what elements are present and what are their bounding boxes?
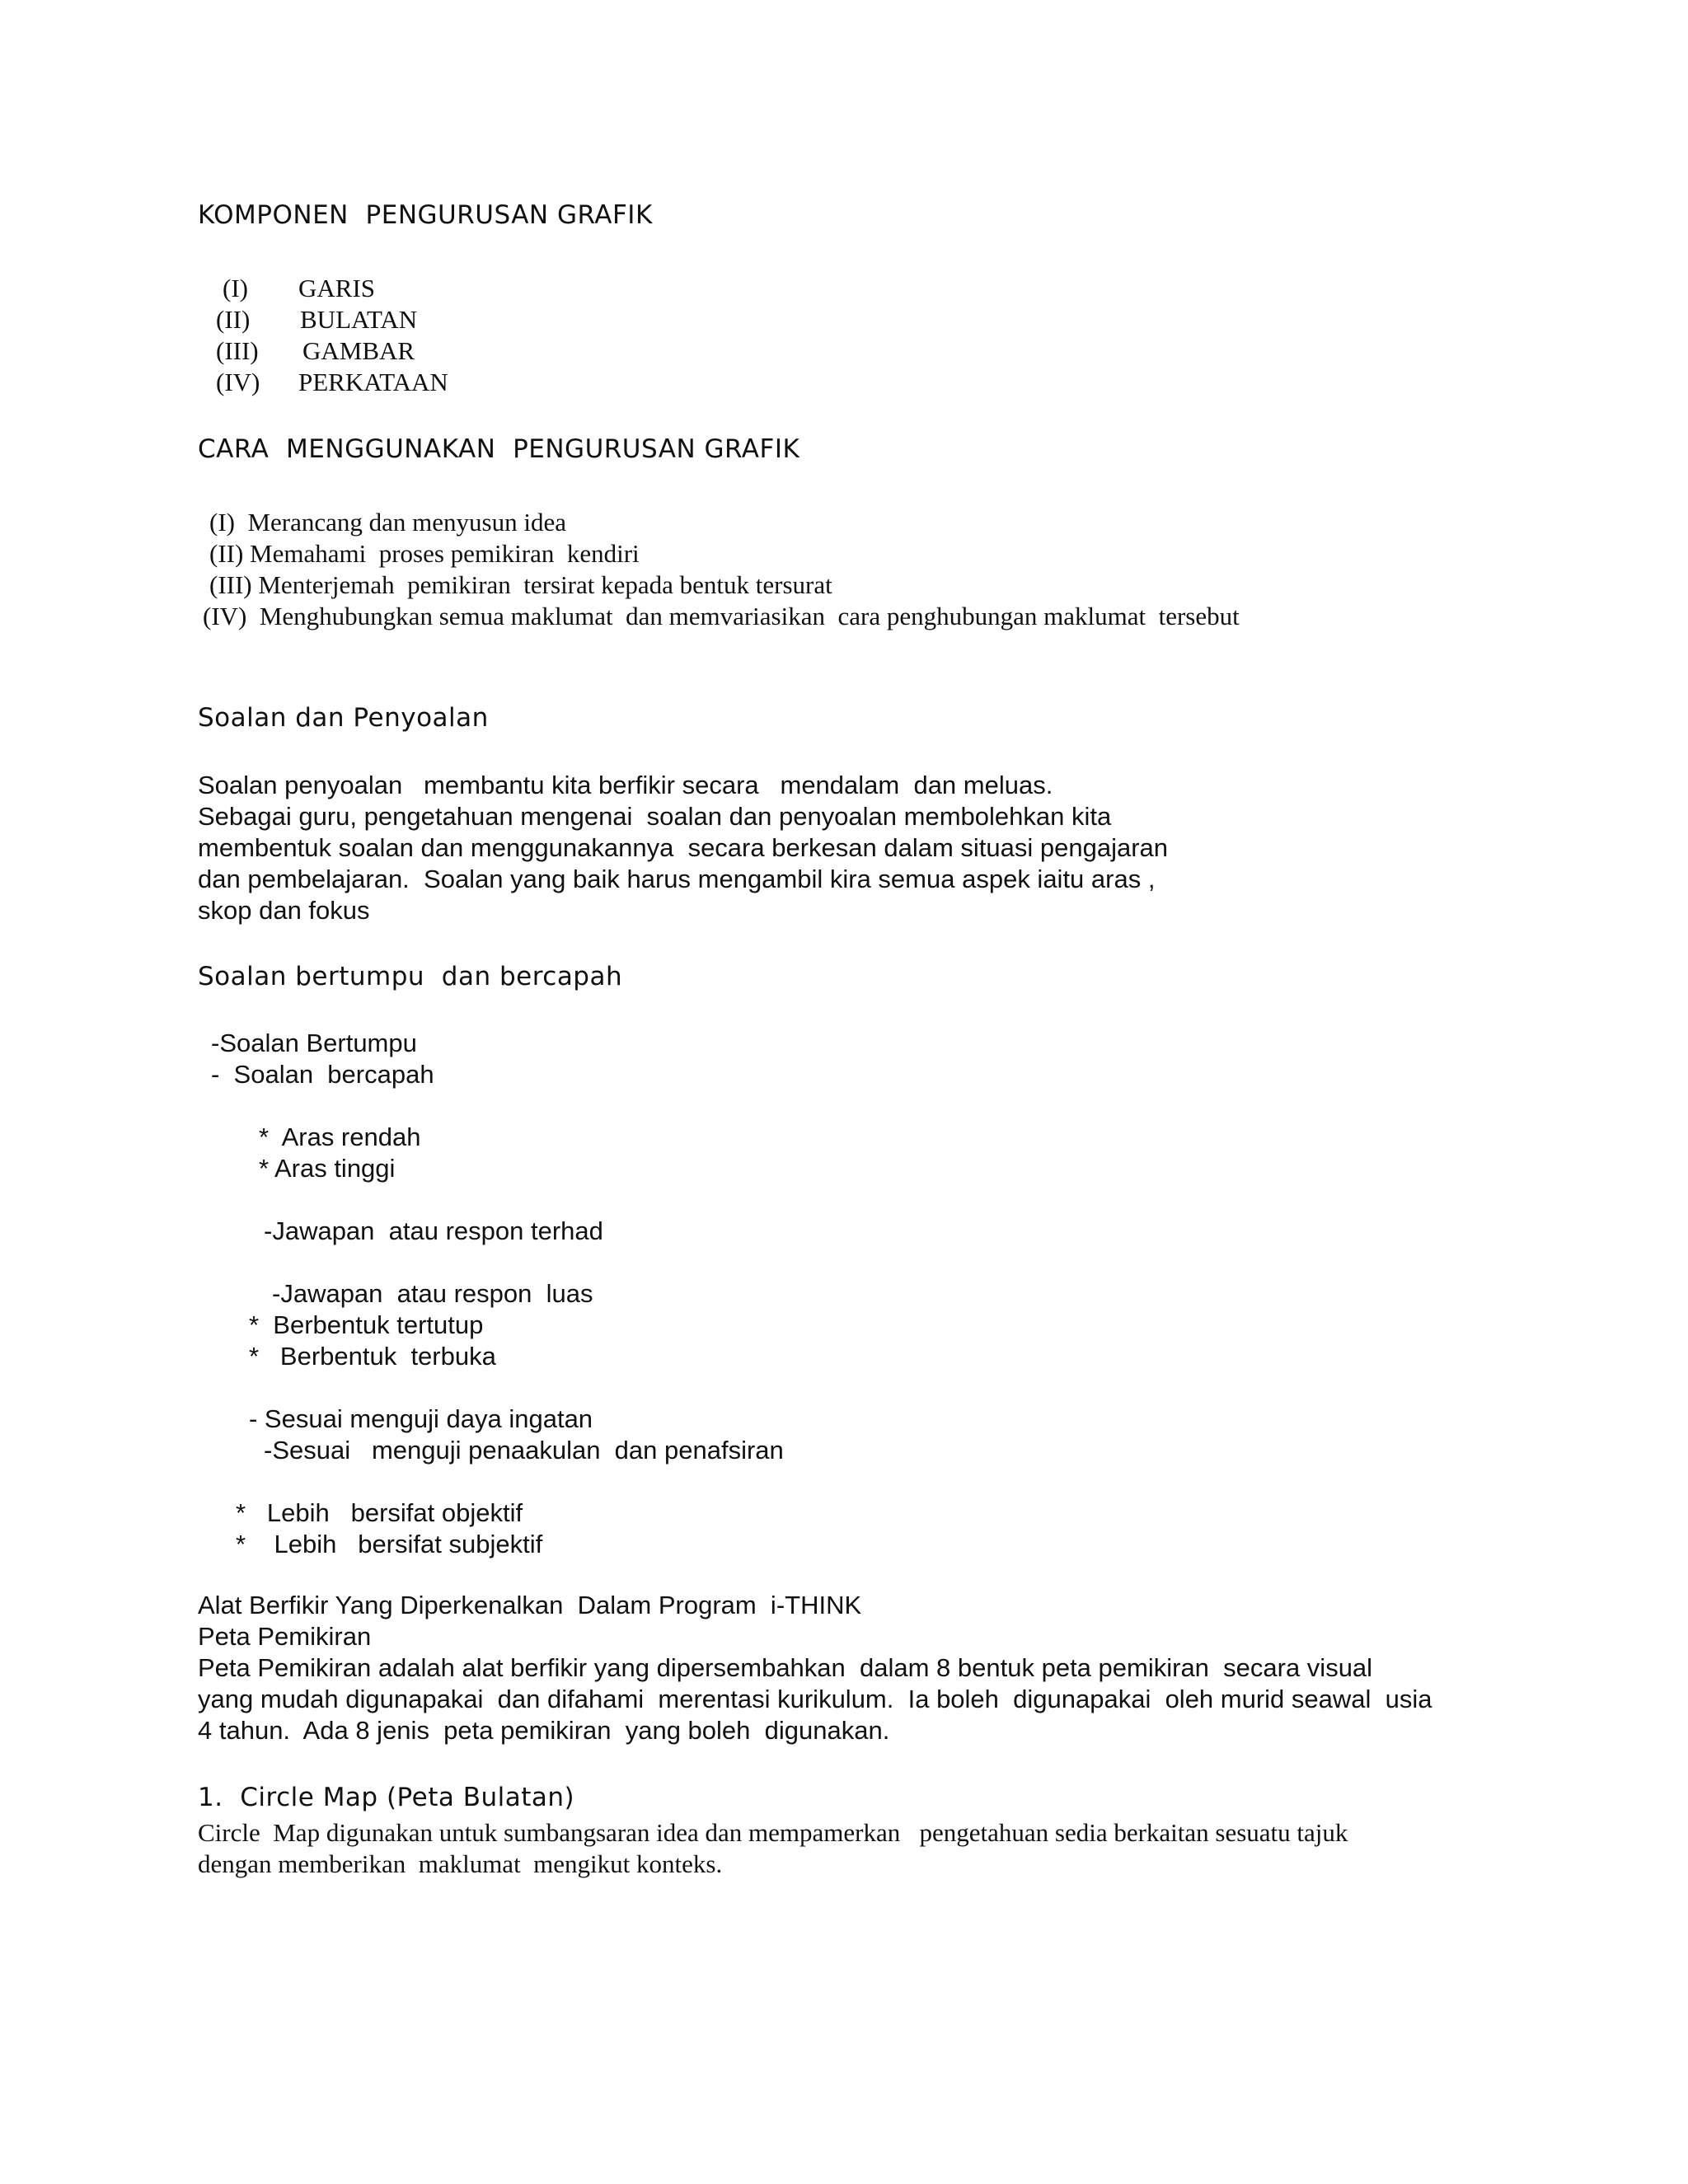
heading-circle-map: 1. Circle Map (Peta Bulatan) — [198, 1783, 575, 1812]
komponen-text: PERKATAAN — [298, 368, 448, 396]
cara-item: (IV) Menghubungkan semua maklumat dan memvariasikan cara penghubungan maklumat tersebut — [203, 602, 1240, 630]
komponen-num: (I) — [223, 274, 248, 302]
paragraph-line: membentuk soalan dan menggunakannya secara berkesan dalam situasi pengajaran — [198, 833, 1169, 862]
list-item: * Lebih bersifat subjektif — [236, 1530, 543, 1558]
list-item: -Jawapan atau respon luas — [272, 1279, 593, 1308]
paragraph-line: Peta Pemikiran adalah alat berfikir yang dipersembahkan dalam 8 bentuk peta pemikiran secara visual — [198, 1653, 1373, 1682]
list-item: -Jawapan atau respon terhad — [264, 1216, 603, 1245]
komponen-num: (IV) — [216, 368, 260, 396]
paragraph-line: Sebagai guru, pengetahuan mengenai soalan dan penyoalan membolehkan kita — [198, 802, 1112, 831]
komponen-text: GARIS — [298, 274, 376, 302]
komponen-num: (III) — [216, 336, 259, 365]
paragraph-line: dan pembelajaran. Soalan yang baik harus mengambil kira semua aspek iaitu aras , — [198, 865, 1156, 893]
list-item: - Sesuai menguji daya ingatan — [249, 1404, 593, 1433]
heading-cara: CARA MENGGUNAKAN PENGURUSAN GRAFIK — [198, 434, 800, 464]
heading-soalan-bertumpu: Soalan bertumpu dan bercapah — [198, 962, 623, 991]
list-item: * Aras rendah — [259, 1122, 421, 1151]
list-item: * Berbentuk tertutup — [249, 1310, 484, 1339]
list-item: -Sesuai menguji penaakulan dan penafsiran — [264, 1436, 784, 1465]
cara-item: (I) Merancang dan menyusun idea — [209, 508, 566, 537]
cara-item: (II) Memahami proses pemikiran kendiri — [209, 539, 640, 568]
komponen-num: (II) — [216, 305, 251, 334]
paragraph-line: skop dan fokus — [198, 896, 370, 925]
paragraph-line: yang mudah digunapakai dan difahami merentasi kurikulum. Ia boleh digunapakai oleh murid seawal usia — [198, 1685, 1432, 1713]
paragraph-line: Alat Berfikir Yang Diperkenalkan Dalam Program i-THINK — [198, 1591, 862, 1619]
paragraph-line: dengan memberikan maklumat mengikut konteks. — [198, 1849, 723, 1878]
cara-item: (III) Menterjemah pemikiran tersirat kepada bentuk tersurat — [209, 570, 832, 599]
list-item: -Soalan Bertumpu — [211, 1029, 417, 1057]
paragraph-line: Peta Pemikiran — [198, 1622, 372, 1651]
komponen-text: BULATAN — [300, 305, 418, 334]
paragraph-line: 4 tahun. Ada 8 jenis peta pemikiran yang boleh digunakan. — [198, 1716, 890, 1745]
list-item: - Soalan bercapah — [211, 1060, 434, 1089]
list-item: * Berbentuk terbuka — [249, 1342, 496, 1371]
heading-soalan-penyoalan: Soalan dan Penyoalan — [198, 703, 489, 733]
paragraph-line: Soalan penyoalan membantu kita berfikir secara mendalam dan meluas. — [198, 771, 1053, 799]
paragraph-line: Circle Map digunakan untuk sumbangsaran idea dan mempamerkan pengetahuan sedia berkaitan sesuatu tajuk — [198, 1818, 1348, 1847]
heading-komponen: KOMPONEN PENGURUSAN GRAFIK — [198, 200, 653, 230]
list-item: * Aras tinggi — [259, 1154, 396, 1183]
list-item: * Lebih bersifat objektif — [236, 1498, 523, 1527]
komponen-text: GAMBAR — [302, 336, 415, 365]
